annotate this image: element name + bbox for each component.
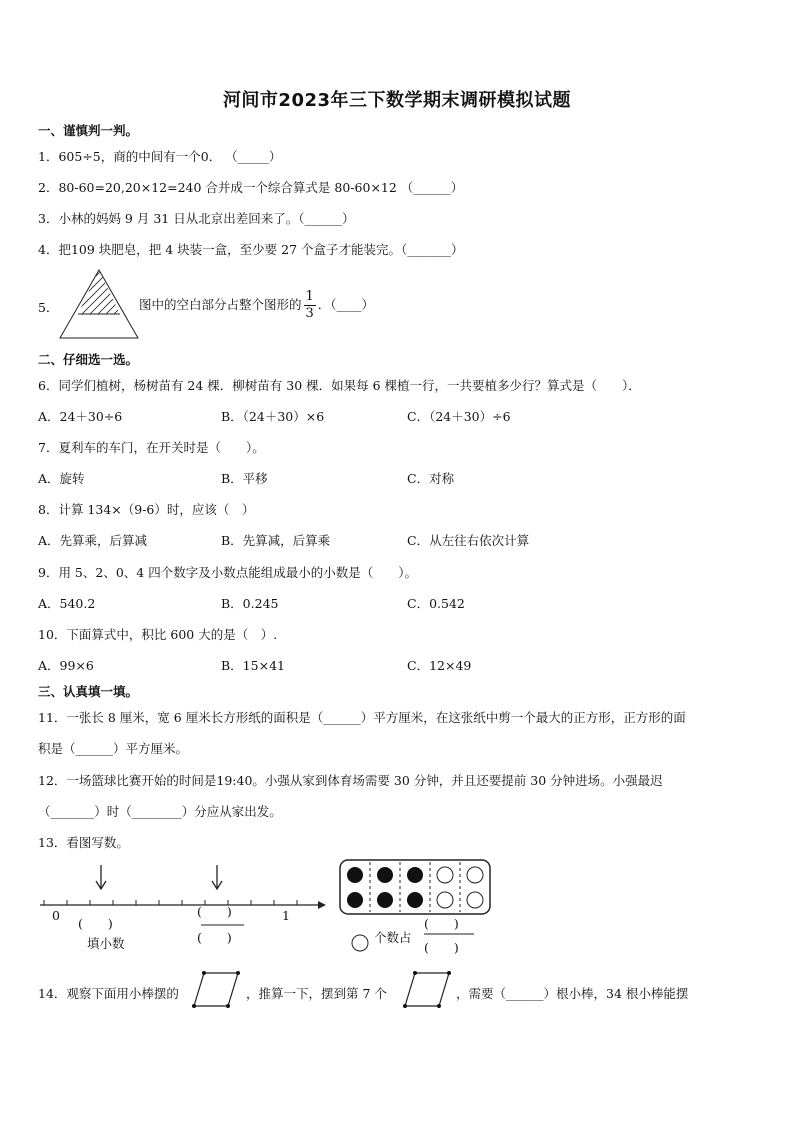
- q8-option-b: B．先算减，后算乘: [221, 533, 331, 548]
- q10-option-c: C．12×49: [407, 658, 472, 673]
- dot-box-figure: [338, 857, 494, 917]
- section-3-heading: 三、认真填一填。: [38, 684, 139, 699]
- q10-option-b: B．15×41: [221, 658, 285, 673]
- decimal-blank: ( ): [78, 916, 113, 931]
- down-arrow-icon: [96, 865, 106, 889]
- question-14-part-a: 14．观察下面用小棒摆的: [38, 986, 179, 1001]
- question-5-text: 图中的空白部分占整个图形的 $\frac{1}{3}$ ．（____）: [139, 289, 375, 321]
- number-line-zero: 0: [52, 908, 60, 923]
- q7-option-b: B．平移: [221, 471, 268, 486]
- question-7: 7．夏利车的车门，在开关时是（ ）。: [38, 440, 265, 455]
- question-13: 13．看图写数。: [38, 835, 129, 850]
- count-label: 个数占: [374, 930, 412, 945]
- fraction-blank-top: ( ): [197, 904, 232, 919]
- q9-option-b: B．0.245: [221, 596, 279, 611]
- q10-option-a: A．99×6: [38, 658, 94, 673]
- count-fraction-bar: [424, 933, 474, 935]
- q9-option-c: C．0.542: [407, 596, 465, 611]
- fraction-one-third: $\frac{1}{3}$: [305, 289, 314, 321]
- count-fraction-top: ( ): [424, 916, 459, 931]
- question-12-line-1: 12．一场篮球比赛开始的时间是19:40。小强从家到体育场需要 30 分钟，并且还要提前 30 分钟进场。小强最迟: [38, 773, 663, 788]
- count-fraction-bottom: ( ): [424, 940, 459, 955]
- empty-circle-icon: [351, 934, 369, 952]
- q6-option-b: B．（24＋30）×6: [221, 409, 325, 424]
- question-2: 2．80-60=20,20×12=240 合并成一个综合算式是 80-60×12 （______）: [38, 180, 464, 195]
- question-4: 4．把109 块肥皂，把 4 块装一盒，至少要 27 个盒子才能装完。（_______）: [38, 242, 464, 257]
- q9-option-a: A．540.2: [38, 596, 96, 611]
- parallelogram-figure: [192, 970, 242, 1010]
- question-12-line-2: （_______）时（________）分应从家出发。: [38, 804, 282, 819]
- question-14-part-c: ，需要（______）根小棒，34 根小棒能摆: [456, 986, 689, 1001]
- q6-option-c: C．（24＋30）÷6: [407, 409, 511, 424]
- fill-decimal-caption: 填小数: [87, 936, 125, 951]
- question-11-line-2: 积是（______）平方厘米。: [38, 741, 189, 756]
- question-11-line-1: 11．一张长 8 厘米，宽 6 厘米长方形纸的面积是（______）平方厘米，在这张纸中剪一个最大的正方形，正方形的面: [38, 710, 686, 725]
- down-arrow-icon: [212, 865, 222, 889]
- q6-option-a: A．24＋30÷6: [38, 409, 123, 424]
- question-6: 6．同学们植树，杨树苗有 24 棵．柳树苗有 30 棵．如果每 6 棵植一行，一共要植多少行？算式是（ ）．: [38, 378, 641, 393]
- parallelogram-figure: [403, 970, 453, 1010]
- question-8: 8．计算 134×（9-6）时，应该（ ）: [38, 502, 255, 517]
- question-10: 10．下面算式中，积比 600 大的是（ ）.: [38, 627, 278, 642]
- section-2-heading: 二、仔细选一选。: [38, 352, 139, 367]
- page-title: 河间市2023年三下数学期末调研模拟试题: [222, 90, 572, 111]
- q8-option-a: A．先算乘，后算减: [38, 533, 148, 548]
- fraction-blank-bottom: ( ): [197, 930, 232, 945]
- q7-option-a: A．旋转: [38, 471, 85, 486]
- triangle-figure: [58, 268, 140, 340]
- question-5-number: 5．: [38, 300, 59, 315]
- number-line-one: 1: [282, 908, 290, 923]
- question-9: 9．用 5、2、0、4 四个数字及小数点能组成最小的小数是（ ）。: [38, 565, 417, 580]
- section-1-heading: 一、谨慎判一判。: [38, 123, 139, 138]
- question-14-part-b: ，推算一下，摆到第 7 个: [246, 986, 387, 1001]
- q7-option-c: C．对称: [407, 471, 455, 486]
- question-1: 1．605÷5，商的中间有一个0． （_____）: [38, 149, 282, 164]
- q8-option-c: C．从左往右依次计算: [407, 533, 530, 548]
- question-3: 3．小林的妈妈 9 月 31 日从北京出差回来了。（______）: [38, 211, 355, 226]
